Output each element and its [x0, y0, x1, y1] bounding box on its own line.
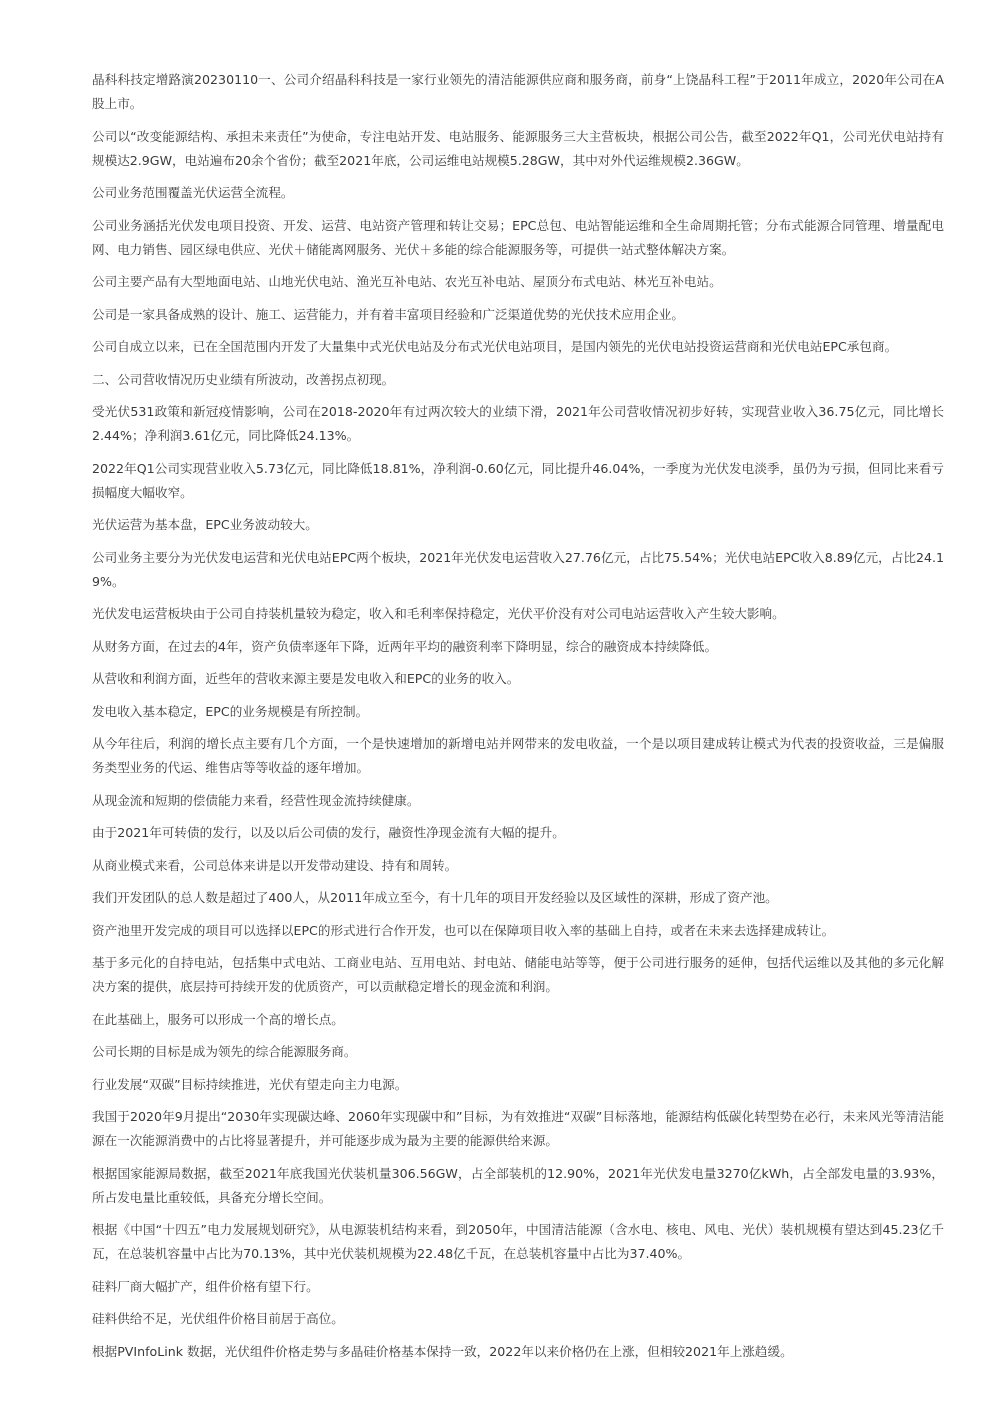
paragraph: 我国于2020年9月提出“2030年实现碳达峰、2060年实现碳中和”目标，为有效推进“双碳”目标落地，能源结构低碳化转型势在必行，未来风光等清洁能源在一次能源消费中的占比将显著提升，并可能逐步成为最为主要的能源供给来源。: [92, 1109, 944, 1148]
paragraph: 公司主要产品有大型地面电站、山地光伏电站、渔光互补电站、农光互补电站、屋顶分布式电站、林光互补电站。: [92, 274, 722, 289]
paragraph: 资产池里开发完成的项目可以选择以EPC的形式进行合作开发，也可以在保障项目收入率的基础上自持，或者在未来去选择建成转让。: [92, 922, 835, 938]
paragraph: 光伏发电运营板块由于公司自持装机量较为稳定，收入和毛利率保持稳定，光伏平价没有对公司电站运营收入产生较大影响。: [92, 606, 785, 621]
paragraph: 行业发展“双碳”目标持续推进，光伏有望走向主力电源。: [92, 1076, 408, 1092]
paragraph: 公司以“改变能源结构、承担未来责任”为使命，专注电站开发、电站服务、能源服务三大主营板块，根据公司公告，截至2022年Q1，公司光伏电站持有规模达2.9GW，电站遍布20余个省份；截至2021年底，公司运维电站规模5.28GW，其中对外代运维规模2.36GW。: [92, 128, 944, 168]
paragraph: 公司自成立以来，已在全国范围内开发了大量集中式光伏电站及分布式光伏电站项目，是国内领先的光伏电站投资运营商和光伏电站EPC承包商。: [92, 339, 898, 354]
paragraph: 公司长期的目标是成为领先的综合能源服务商。: [92, 1044, 357, 1059]
paragraph: 发电收入基本稳定，EPC的业务规模是有所控制。: [92, 703, 369, 719]
paragraph: 受光伏531政策和新冠疫情影响，公司在2018-2020年有过两次较大的业绩下滑，2021年公司营收情况初步好转，实现营业收入36.75亿元，同比增长2.44%；净利润3.61亿元，同比降低24.13%。: [92, 404, 944, 443]
paragraph: 根据《中国“十四五”电力发展规划研究》，从电源装机结构来看，到2050年，中国清洁能源（含水电、核电、风电、光伏）装机规模有望达到45.23亿千瓦，在总装机容量中占比为70.13%，其中光伏装机规模为22.48亿千瓦，在总装机容量中占比为37.40%。: [92, 1222, 944, 1261]
paragraph: 从营收和利润方面，近些年的营收来源主要是发电收入和EPC的业务的收入。: [92, 671, 520, 686]
paragraph: 硅料厂商大幅扩产，组件价格有望下行。: [92, 1278, 319, 1294]
section-heading: 二、公司营收情况历史业绩有所波动，改善拐点初现。: [92, 371, 395, 387]
document-body: [92, 68, 944, 1372]
paragraph: 2022年Q1公司实现营业收入5.73亿元，同比降低18.81%，净利润-0.60亿元，同比提升46.04%，一季度为光伏发电淡季，虽仍为亏损，但同比来看亏损幅度大幅收窄。: [92, 460, 944, 500]
paragraph: 从财务方面，在过去的4年，资产负债率逐年下降，近两年平均的融资利率下降明显，综合的融资成本持续降低。: [92, 638, 718, 654]
paragraph: 基于多元化的自持电站，包括集中式电站、工商业电站、互用电站、封电站、储能电站等等，便于公司进行服务的延伸，包括代运维以及其他的多元化解决方案的提供，底层持可持续开发的优质资产，可以贡献稳定增长的现金流和利润。: [92, 955, 944, 994]
paragraph: 公司是一家具备成熟的设计、施工、运营能力，并有着丰富项目经验和广泛渠道优势的光伏技术应用企业。: [92, 306, 684, 322]
paragraph: 光伏运营为基本盘，EPC业务波动较大。: [92, 517, 318, 532]
paragraph: 我们开发团队的总人数是超过了400人，从2011年成立至今，有十几年的项目开发经验以及区域性的深耕，形成了资产池。: [92, 890, 778, 905]
paragraph: 硅料供给不足，光伏组件价格目前居于高位。: [92, 1311, 344, 1326]
paragraph: 公司业务范围覆盖光伏运营全流程。: [92, 185, 294, 200]
paragraph: 晶科科技定增路演20230110一、公司介绍晶科科技是一家行业领先的清洁能源供应商和服务商，前身“上饶晶科工程”于2011年成立，2020年公司在A股上市。: [92, 72, 944, 111]
paragraph: 从现金流和短期的偿债能力来看，经营性现金流持续健康。: [92, 792, 420, 808]
paragraph: 在此基础上，服务可以形成一个高的增长点。: [92, 1011, 344, 1027]
paragraph: 从今年往后，利润的增长点主要有几个方面，一个是快速增加的新增电站并网带来的发电收益，一个是以项目建成转让模式为代表的投资收益，三是偏服务类型业务的代运、维售店等等收益的逐年增加。: [92, 736, 944, 775]
paragraph: 由于2021年可转债的发行，以及以后公司债的发行，融资性净现金流有大幅的提升。: [92, 825, 565, 840]
paragraph: 公司业务主要分为光伏发电运营和光伏电站EPC两个板块，2021年光伏发电运营收入27.76亿元，占比75.54%；光伏电站EPC收入8.89亿元，占比24.19%。: [92, 549, 944, 589]
paragraph: 根据国家能源局数据，截至2021年底我国光伏装机量306.56GW，占全部装机的12.90%，2021年光伏发电量3270亿kWh，占全部发电量的3.93%，所占发电量比重较低，具备充分增长空间。: [92, 1165, 944, 1205]
paragraph: 根据PVInfoLink 数据，光伏组件价格走势与多晶硅价格基本保持一致，2022年以来价格仍在上涨，但相较2021年上涨趋缓。: [92, 1343, 793, 1359]
paragraph: 从商业模式来看，公司总体来讲是以开发带动建设、持有和周转。: [92, 857, 458, 873]
paragraph: 公司业务涵括光伏发电项目投资、开发、运营、电站资产管理和转让交易；EPC总包、电站智能运维和全生命周期托管；分布式能源合同管理、增量配电网、电力销售、园区绿电供应、光伏＋储能离网服务、光伏＋多能的综合能源服务等，可提供一站式整体解决方案。: [92, 217, 944, 257]
